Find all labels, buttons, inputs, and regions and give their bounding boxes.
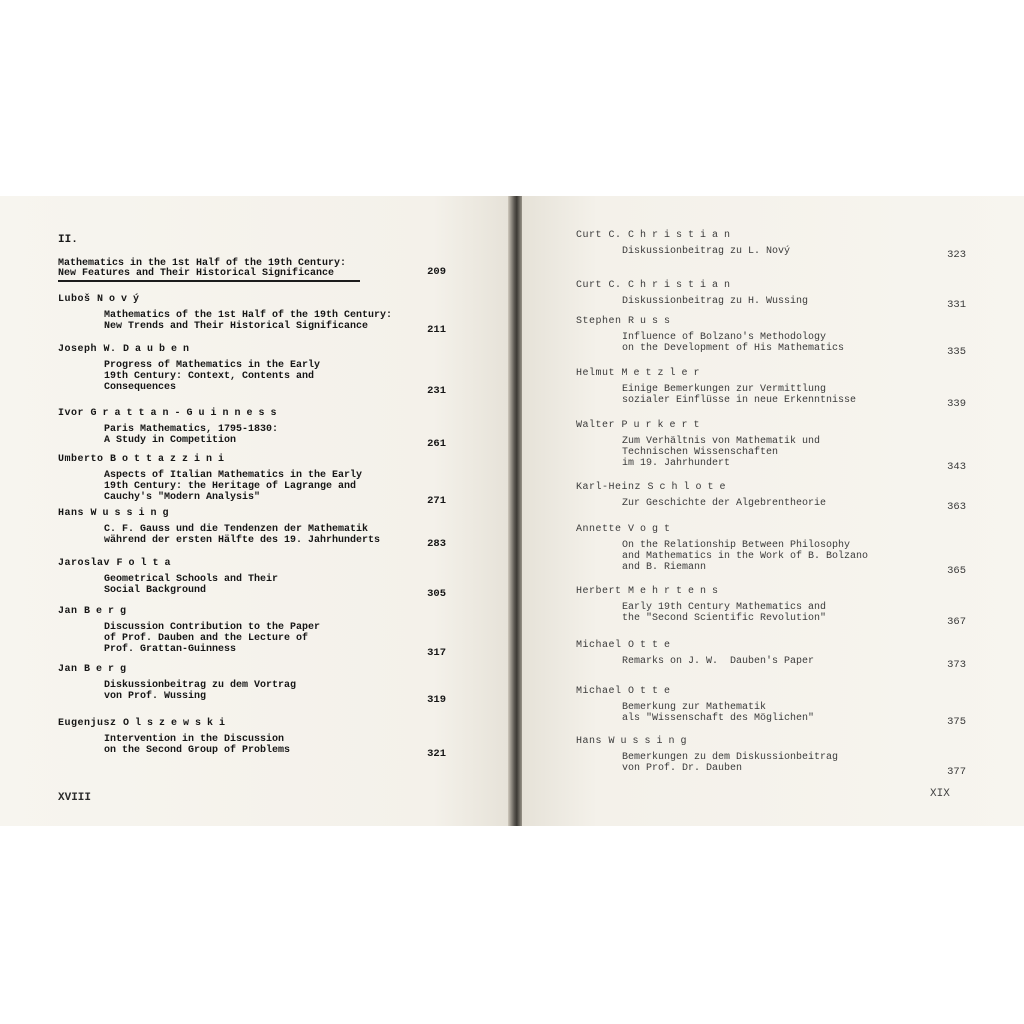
author-first-name: Eugenjusz (58, 718, 117, 729)
entry-author (58, 558, 177, 569)
entry-title-line: Remarks on J. W. Dauben's Paper (622, 656, 815, 667)
entry-title-line: von Prof. Dr. Dauben (622, 763, 743, 774)
author-first-name: Jan (58, 664, 78, 675)
entry-author (58, 508, 175, 519)
entry-page-number: 375 (947, 716, 966, 728)
entry-author (576, 586, 724, 597)
entry-title-line: Zum Verhältnis von Mathematik und (622, 436, 821, 447)
entry-page-number: 367 (947, 616, 966, 628)
section-title-line-2: New Features and Their Historical Significance (58, 268, 335, 279)
author-first-name: Michael (576, 686, 622, 697)
entry-page-number: 343 (947, 461, 966, 473)
author-first-name: Stephen (576, 316, 622, 327)
author-last-name: Christian (628, 280, 737, 291)
entry-title-line: Diskussionbeitrag zu L. Nový (622, 246, 791, 257)
author-last-name: Olszewski (123, 718, 232, 729)
entry-title-line: Bemerkungen zu dem Diskussionbeitrag (622, 752, 839, 763)
entry-title-line: of Prof. Dauben and the Lecture of (104, 633, 309, 644)
entry-title-line: Consequences (104, 382, 177, 393)
entry-title-line: On the Relationship Between Philosophy (622, 540, 851, 551)
author-last-name: Bottazzini (110, 454, 231, 465)
entry-page-number: 331 (947, 299, 966, 311)
entry-page-number: 365 (947, 565, 966, 577)
entry-page-number: 319 (427, 694, 446, 706)
entry-author (58, 408, 283, 419)
entry-author (58, 664, 132, 675)
author-last-name: Folta (116, 558, 177, 569)
entry-title-line: Discussion Contribution to the Paper (104, 622, 321, 633)
entry-author (576, 368, 706, 379)
author-last-name: Vogt (628, 524, 677, 535)
author-first-name: Luboš (58, 294, 91, 305)
page-folio-left: XVIII (58, 792, 92, 804)
entry-author (576, 524, 676, 535)
entry-page-number: 363 (947, 501, 966, 513)
entry-page-number: 377 (947, 766, 966, 778)
entry-author (576, 686, 676, 697)
entry-title-line: Diskussionbeitrag zu dem Vortrag (104, 680, 297, 691)
author-first-name: Jan (58, 606, 78, 617)
entry-title-line: Bemerkung zur Mathematik (622, 702, 767, 713)
entry-author (58, 718, 231, 729)
entry-author (576, 736, 693, 747)
section-title-line-1: Mathematics in the 1st Half of the 19th Century: (58, 258, 347, 269)
entry-title-line: Zur Geschichte der Algebrentheorie (622, 498, 827, 509)
author-last-name: Mehrtens (628, 586, 725, 597)
entry-author (576, 280, 736, 291)
entry-page-number: 211 (427, 324, 446, 336)
entry-title-line: Aspects of Italian Mathematics in the Early (104, 470, 363, 481)
author-first-name: Hans (576, 736, 603, 747)
entry-title-line: and Mathematics in the Work of B. Bolzano (622, 551, 869, 562)
left-page (0, 196, 510, 826)
author-first-name: Walter (576, 420, 616, 431)
author-last-name: Schlote (647, 482, 732, 493)
entry-page-number: 271 (427, 495, 446, 507)
author-last-name: Russ (628, 316, 677, 327)
author-last-name: Metzler (621, 368, 706, 379)
author-first-name: Annette (576, 524, 622, 535)
right-page (522, 196, 1024, 826)
author-first-name: Ivor (58, 408, 85, 419)
entry-title-line: als "Wissenschaft des Möglichen" (622, 713, 815, 724)
author-first-name: Joseph W. (58, 344, 117, 355)
entry-page-number: 373 (947, 659, 966, 671)
entry-title-line: on the Development of His Mathematics (622, 343, 845, 354)
author-last-name: Otte (628, 640, 677, 651)
entry-title-line: Progress of Mathematics in the Early (104, 360, 321, 371)
entry-title-line: on the Second Group of Problems (104, 745, 291, 756)
section-label: II. (58, 234, 78, 246)
entry-page-number: 283 (427, 538, 446, 550)
entry-title-line: Early 19th Century Mathematics and (622, 602, 827, 613)
entry-page-number: 305 (427, 588, 446, 600)
entry-author (58, 344, 195, 355)
author-first-name: Jaroslav (58, 558, 111, 569)
entry-title-line: Social Background (104, 585, 207, 596)
book-spread (0, 196, 1024, 826)
page-folio-right: XIX (930, 788, 950, 800)
entry-author (576, 230, 736, 241)
entry-author (576, 482, 732, 493)
entry-title-line: Geometrical Schools and Their (104, 574, 279, 585)
author-last-name: Dauben (123, 344, 196, 355)
entry-title-line: Einige Bemerkungen zur Vermittlung (622, 384, 827, 395)
entry-title-line: Intervention in the Discussion (104, 734, 285, 745)
section-title-underline (58, 280, 360, 282)
entry-title-line: während der ersten Hälfte des 19. Jahrhunderts (104, 535, 381, 546)
entry-page-number: 321 (427, 748, 446, 760)
entry-title-line: Diskussionbeitrag zu H. Wussing (622, 296, 809, 307)
entry-author (576, 420, 706, 431)
entry-title-line: Influence of Bolzano's Methodology (622, 332, 827, 343)
author-first-name: Umberto (58, 454, 104, 465)
entry-page-number: 317 (427, 647, 446, 659)
entry-page-number: 261 (427, 438, 446, 450)
entry-title-line: New Trends and Their Historical Significance (104, 321, 369, 332)
author-last-name: Purkert (621, 420, 706, 431)
author-last-name: Grattan-Guinness (90, 408, 283, 419)
entry-author (58, 606, 132, 617)
entry-page-number: 335 (947, 346, 966, 358)
author-first-name: Herbert (576, 586, 622, 597)
entry-title-line: im 19. Jahrhundert (622, 458, 731, 469)
entry-title-line: C. F. Gauss und die Tendenzen der Mathematik (104, 524, 369, 535)
entry-title-line: the "Second Scientific Revolution" (622, 613, 827, 624)
entry-title-line: Mathematics of the 1st Half of the 19th Century: (104, 310, 393, 321)
entry-title-line: von Prof. Wussing (104, 691, 207, 702)
entry-author (576, 316, 676, 327)
entry-page-number: 231 (427, 385, 446, 397)
section-page-number: 209 (427, 266, 446, 278)
entry-title-line: Technischen Wissenschaften (622, 447, 779, 458)
entry-title-line: 19th Century: the Heritage of Lagrange and (104, 481, 357, 492)
author-last-name: Berg (84, 606, 133, 617)
author-last-name: Otte (628, 686, 677, 697)
author-last-name: Berg (84, 664, 133, 675)
author-first-name: Helmut (576, 368, 616, 379)
author-first-name: Karl-Heinz (576, 482, 642, 493)
entry-author (58, 454, 230, 465)
entry-author (58, 294, 145, 305)
author-first-name: Curt C. (576, 230, 622, 241)
entry-title-line: sozialer Einflüsse in neue Erkenntnisse (622, 395, 857, 406)
entry-page-number: 323 (947, 249, 966, 261)
author-first-name: Michael (576, 640, 622, 651)
entry-author (576, 640, 676, 651)
author-first-name: Curt C. (576, 280, 622, 291)
author-last-name: Nový (97, 294, 146, 305)
entry-title-line: A Study in Competition (104, 435, 237, 446)
author-last-name: Christian (628, 230, 737, 241)
author-last-name: Wussing (90, 508, 175, 519)
entry-title-line: Cauchy's "Modern Analysis" (104, 492, 261, 503)
entry-title-line: Prof. Grattan-Guinness (104, 644, 237, 655)
entry-title-line: Paris Mathematics, 1795-1830: (104, 424, 279, 435)
author-last-name: Wussing (608, 736, 693, 747)
author-first-name: Hans (58, 508, 85, 519)
entry-title-line: and B. Riemann (622, 562, 707, 573)
entry-title-line: 19th Century: Context, Contents and (104, 371, 315, 382)
entry-page-number: 339 (947, 398, 966, 410)
